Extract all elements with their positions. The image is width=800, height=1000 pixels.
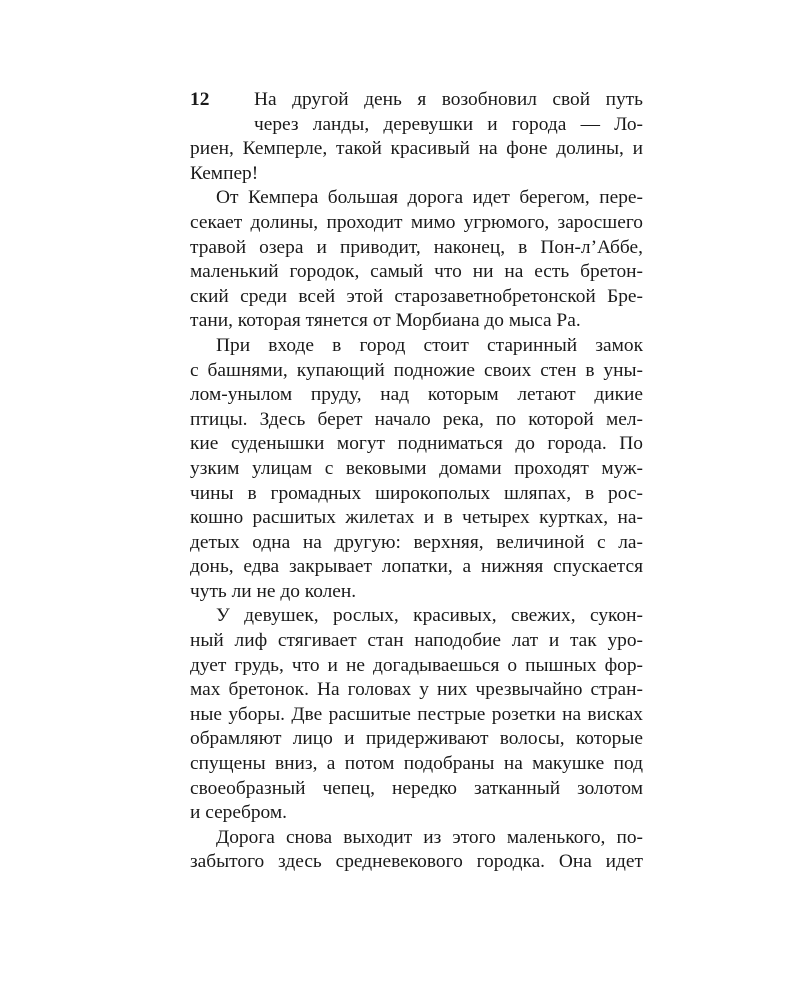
text-line: От Кемпера большая дорога идет берегом, пере- (216, 187, 643, 209)
text-line: ский среди всей этой старозаветнобретонской Бре- (190, 285, 643, 307)
text-line: У девушек, рослых, красивых, свежих, сукон- (216, 605, 643, 627)
text-line: травой озера и приводит, наконец, в Пон-л’Аббе, (190, 236, 643, 258)
text-line: чины в громадных широкополых шляпах, в рос- (190, 482, 643, 504)
text-line: маленький городок, самый что ни на есть бретон- (190, 261, 643, 283)
text-line: спущены вниз, а потом подобраны на макушке под (190, 753, 643, 775)
text-line: забытого здесь средневекового городка. Она идет (190, 851, 643, 873)
text-line: лом-унылом пруду, над которым летают дикие (190, 384, 643, 406)
text-line: чуть ли не до колен. (190, 580, 357, 602)
text-line: кошно расшитых жилетах и в четырех куртках, на- (190, 507, 643, 529)
text-line: ные уборы. Две расшитые пестрые розетки на висках (190, 703, 643, 725)
text-line: с башнями, купающий подножие своих стен в уны- (190, 359, 643, 381)
book-page (190, 88, 643, 875)
text-line: ный лиф стягивает стан наподобие лат и так уро- (190, 630, 643, 652)
text-line: своеобразный чепец, нередко затканный золотом (190, 777, 643, 799)
text-line: Дорога снова выходит из этого маленького, по- (216, 826, 643, 848)
text-line: мах бретонок. На головах у них чрезвычайно стран- (190, 679, 643, 701)
text-line: дует грудь, что и не догадываешься о пышных фор- (190, 654, 643, 676)
text-line-content: На другой день я возобновил свой путь (254, 89, 643, 110)
text-line: При входе в город стоит старинный замок (216, 334, 643, 356)
text-line: детых одна на другую: верхняя, величиной с ла- (190, 531, 643, 553)
text-line: птицы. Здесь берет начало река, по которой мел- (190, 408, 643, 430)
text-line: и серебром. (190, 802, 287, 824)
text-line: секает долины, проходит мимо угрюмого, заросшего (190, 211, 643, 233)
text-line: Кемпер! (190, 162, 259, 184)
text-line (190, 88, 643, 113)
text-line: риен, Кемперле, такой красивый на фоне долины, и (190, 138, 643, 160)
text-line: донь, едва закрывает лопатки, а нижняя спускается (190, 556, 643, 578)
text-line: тани, которая тянется от Морбиана до мыса Ра. (190, 310, 581, 332)
page-number: 12 (190, 89, 210, 110)
text-line: обрамляют лицо и придерживают волосы, которые (190, 728, 643, 750)
text-line: кие суденышки могут подниматься до города. По (190, 433, 643, 455)
text-line: узким улицам с вековыми домами проходят муж- (190, 457, 643, 479)
text-line: через ланды, деревушки и города — Ло- (254, 113, 643, 135)
